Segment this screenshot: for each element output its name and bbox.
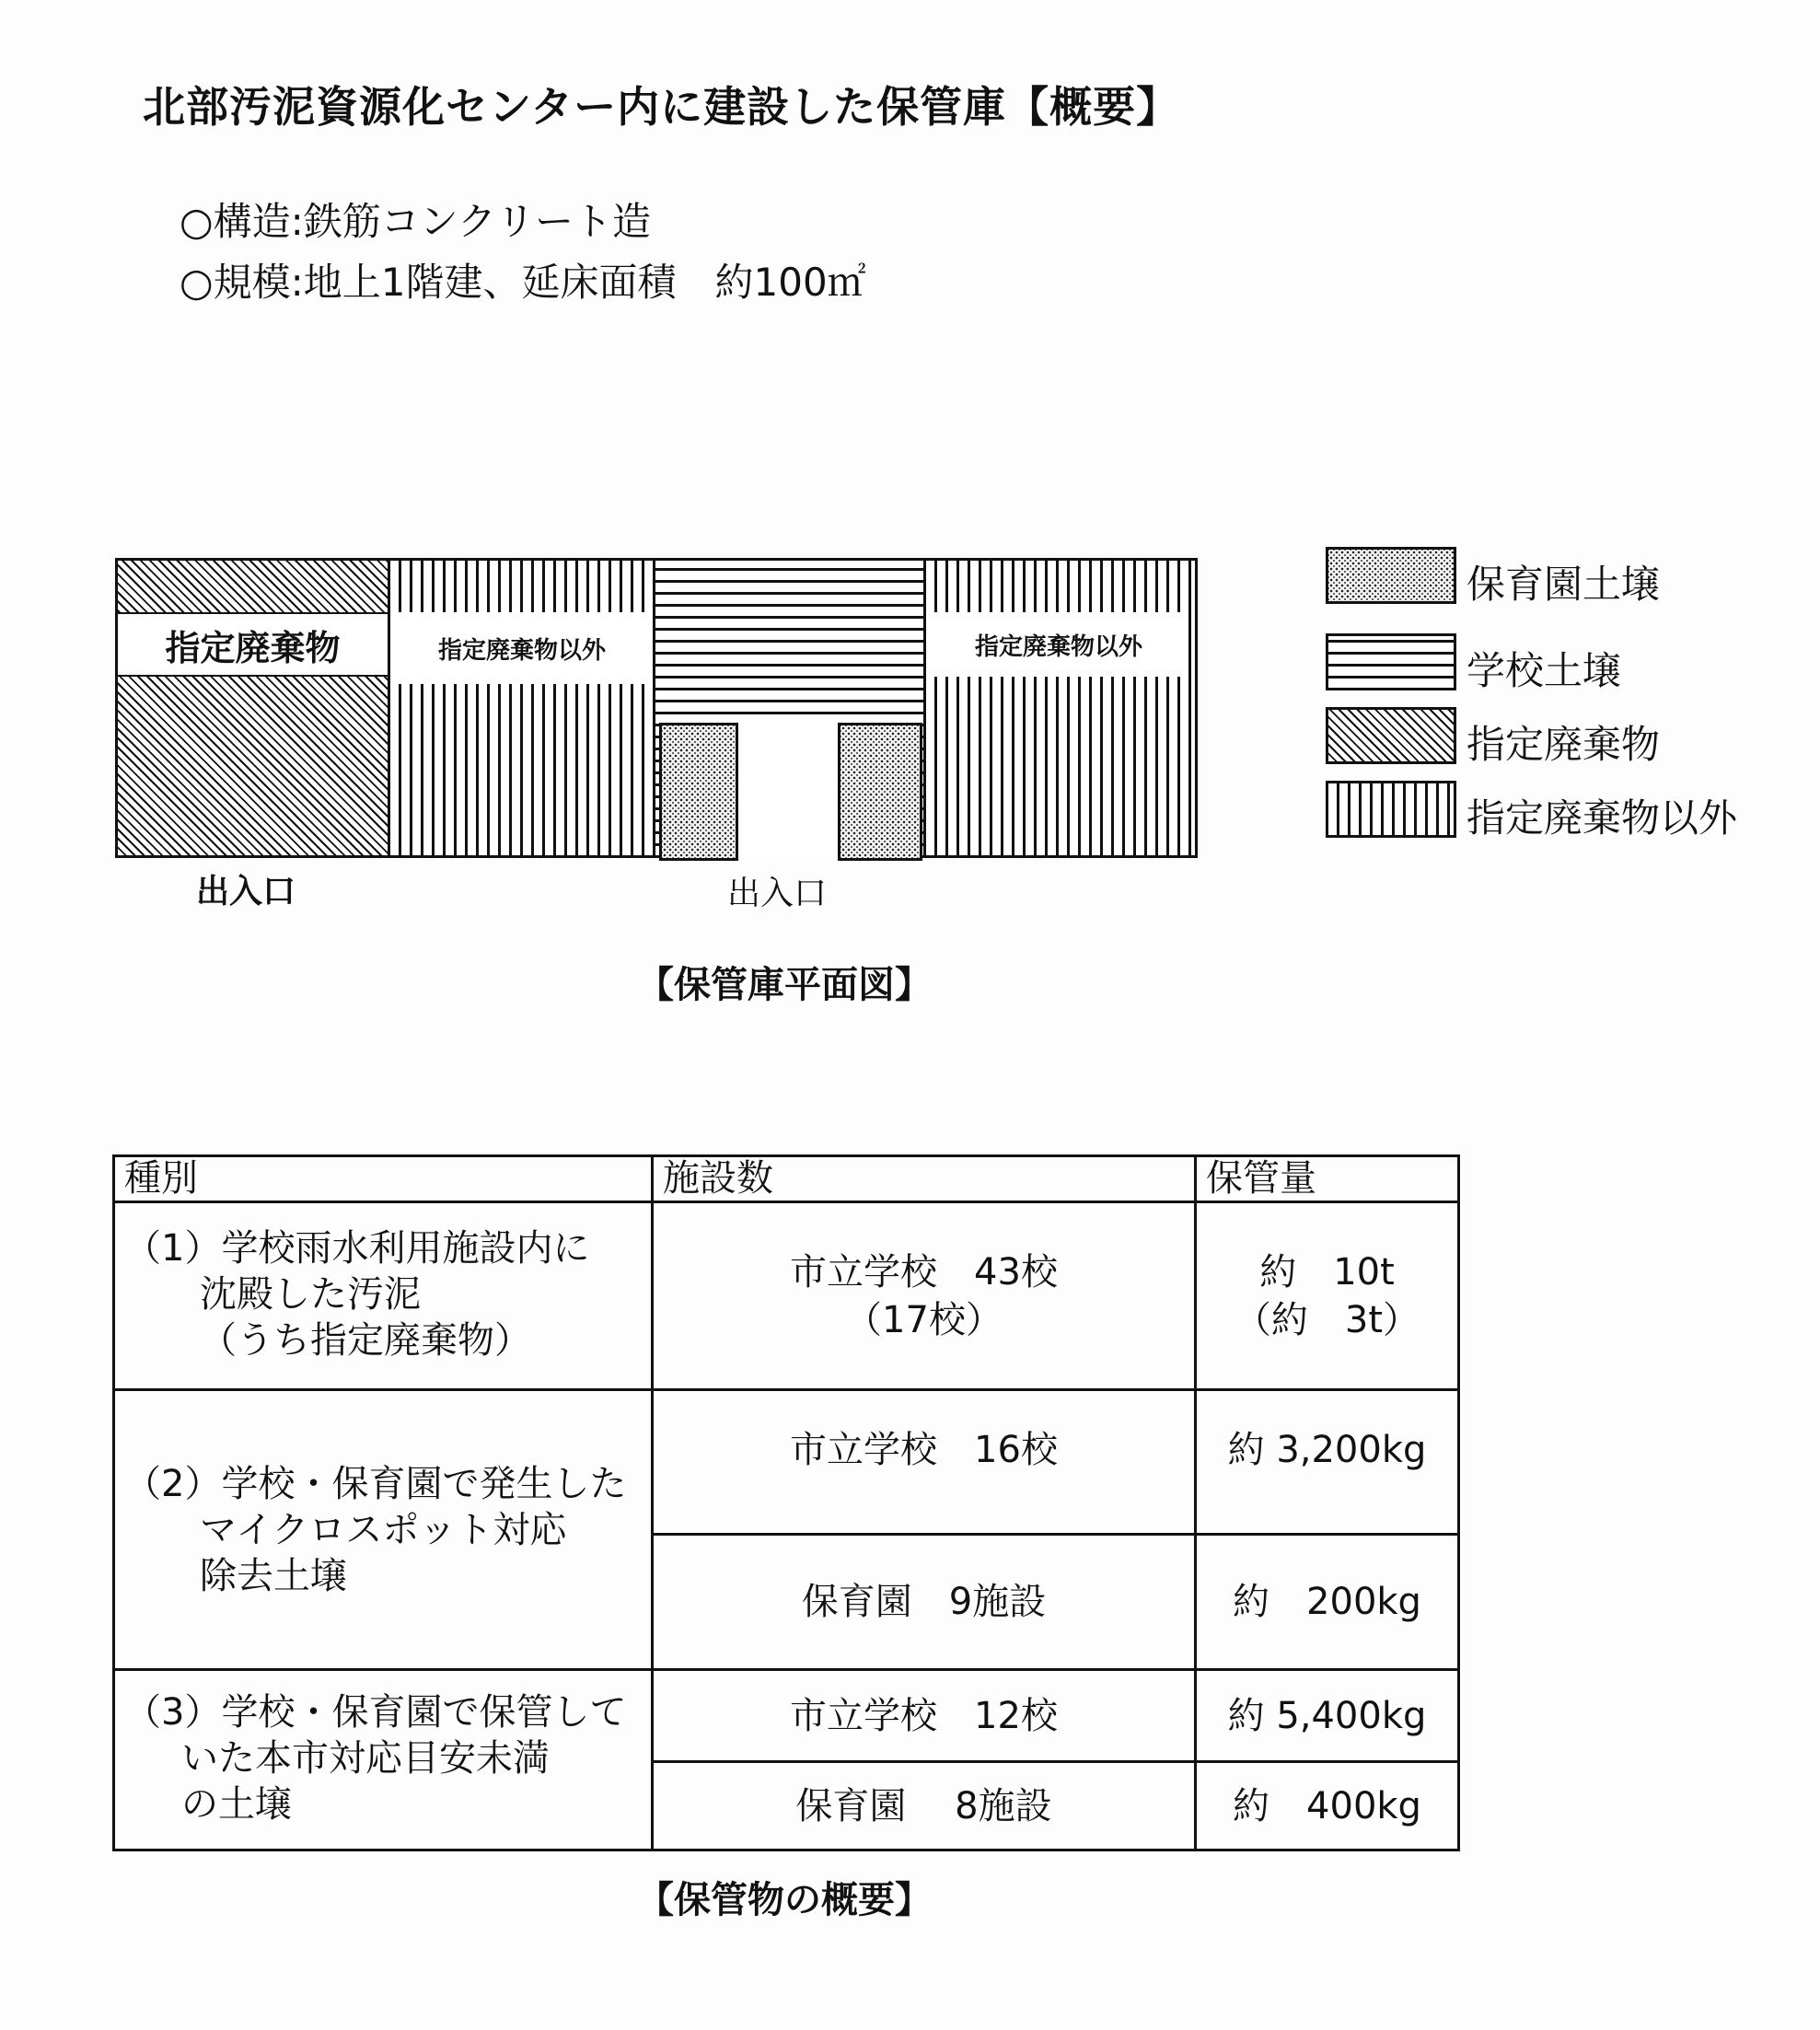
- zone-designated-waste: [118, 561, 390, 855]
- legend-other-waste: [1326, 781, 1804, 841]
- zone-school-soil: [655, 561, 926, 855]
- facilities-cell: 保育園 8施設: [653, 1762, 1196, 1850]
- category-cell-2: [114, 1390, 653, 1670]
- legend-designated-waste: [1326, 707, 1804, 767]
- header-amount: 保管量: [1196, 1156, 1459, 1202]
- zone-label-other-2: 指定廃棄物以外: [932, 612, 1186, 677]
- zone-label-designated: 指定廃棄物: [118, 612, 388, 677]
- table-row: [114, 1670, 1459, 1762]
- storage-summary-table: [112, 1154, 1460, 1851]
- legend-nursery-soil: [1326, 547, 1804, 607]
- category-line: の土壌: [181, 1783, 292, 1826]
- amount-line: （約 3t）: [1234, 1298, 1420, 1341]
- entrance-label-left: 出入口: [196, 873, 296, 911]
- zone-other-waste-1: [390, 561, 655, 855]
- category-line: （1）学校雨水利用施設内に: [124, 1227, 590, 1270]
- facilities-cell: 保育園 9施設: [653, 1535, 1196, 1670]
- facilities-line: （17校）: [845, 1298, 1003, 1341]
- facilities-cell: [653, 1202, 1196, 1390]
- amount-cell: 約 400kg: [1196, 1762, 1459, 1850]
- nursery-soil-pile-left: [659, 723, 738, 861]
- category-line: 沈殿した汚泥: [200, 1273, 421, 1316]
- spec-structure: ○構造:鉄筋コンクリート造: [180, 199, 651, 244]
- amount-line: 約 10t: [1259, 1250, 1395, 1293]
- category-line: マイクロスポット対応: [200, 1508, 567, 1551]
- legend-label: 指定廃棄物以外: [1466, 795, 1738, 841]
- table-caption: 【保管物の概要】: [637, 1879, 932, 1921]
- category-cell-3: [114, 1670, 653, 1850]
- legend-swatch-dots: [1326, 547, 1456, 604]
- header-category: 種別: [114, 1156, 653, 1202]
- legend-label: 指定廃棄物: [1466, 722, 1661, 767]
- entrance-label-center: 出入口: [727, 875, 828, 912]
- nursery-soil-pile-right: [838, 723, 922, 861]
- facilities-cell: 市立学校 12校: [653, 1670, 1196, 1762]
- category-line: （3）学校・保育園で保管して: [124, 1691, 627, 1734]
- page-title: 北部汚泥資源化センター内に建設した保管庫【概要】: [143, 82, 1180, 132]
- facilities-line: 市立学校 43校: [790, 1250, 1058, 1293]
- spec-scale: ○規模:地上1階建、延床面積 約100㎡: [180, 260, 866, 305]
- legend-swatch-diagonal: [1326, 707, 1456, 764]
- legend-label: 学校土壌: [1466, 648, 1622, 693]
- category-line: （2）学校・保育園で発生した: [124, 1462, 627, 1505]
- category-line: 除去土壌: [200, 1554, 347, 1597]
- zone-label-other-1: 指定廃棄物以外: [398, 612, 646, 684]
- table-row: [114, 1390, 1459, 1535]
- amount-cell: 約 3,200kg: [1196, 1390, 1459, 1535]
- legend-label: 保育園土壌: [1466, 562, 1661, 607]
- legend-swatch-vertical: [1326, 781, 1456, 838]
- header-facilities: 施設数: [653, 1156, 1196, 1202]
- floor-plan-caption: 【保管庫平面図】: [637, 964, 932, 1006]
- amount-cell: [1196, 1202, 1459, 1390]
- amount-cell: 約 5,400kg: [1196, 1670, 1459, 1762]
- zone-other-waste-2: [926, 561, 1195, 855]
- category-line: （うち指定廃棄物）: [200, 1319, 531, 1362]
- table-row: [114, 1202, 1459, 1390]
- legend-swatch-horizontal: [1326, 633, 1456, 690]
- category-cell-1: [114, 1202, 653, 1390]
- category-line: いた本市対応目安未満: [181, 1737, 550, 1780]
- amount-cell: 約 200kg: [1196, 1535, 1459, 1670]
- facilities-cell: 市立学校 16校: [653, 1390, 1196, 1535]
- storage-floor-plan: [115, 558, 1198, 858]
- legend-school-soil: [1326, 633, 1804, 693]
- table-header-row: [114, 1156, 1459, 1202]
